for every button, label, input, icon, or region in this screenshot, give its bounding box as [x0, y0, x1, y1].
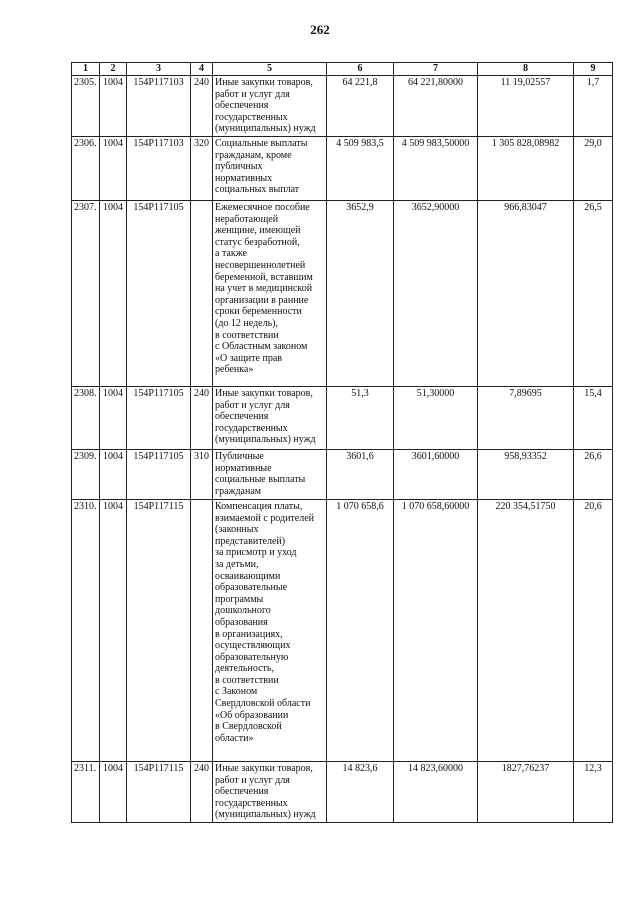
description-line: осуществляющих — [215, 640, 291, 652]
description-line: несовершеннолетней — [215, 259, 306, 271]
approved-amount: 51,3 — [327, 386, 394, 449]
execution-percent: 20,6 — [574, 499, 613, 761]
description-line: дошкольного — [215, 605, 271, 617]
description-line: (муниципальных) нужд — [215, 809, 316, 821]
description-line: обеспечения — [215, 786, 269, 798]
description — [213, 449, 327, 499]
description-line: «О защите прав — [215, 352, 282, 364]
description-line: неработающей — [215, 213, 279, 225]
page-number: 262 — [310, 22, 330, 37]
description-line: программы — [215, 593, 264, 605]
header-row — [72, 63, 613, 76]
execution-percent: 26,5 — [574, 200, 613, 386]
description-line: деятельность, — [215, 663, 274, 675]
planned-amount: 14 823,60000 — [394, 761, 478, 822]
column-header: 9 — [574, 63, 613, 76]
table-row — [72, 499, 613, 761]
description-line: нормативных — [215, 172, 273, 184]
description-line: осваивающими — [215, 570, 281, 582]
description-line: образовательные — [215, 582, 288, 594]
description-line: представителей) — [215, 535, 286, 547]
description-line: социальных выплат — [215, 184, 300, 196]
table-row — [72, 761, 613, 822]
table-row — [72, 200, 613, 386]
row-number: 2311. — [72, 761, 100, 822]
description — [213, 200, 327, 386]
description — [213, 761, 327, 822]
section-code: 1004 — [100, 386, 127, 449]
expense-type-code — [191, 200, 213, 386]
expense-type-code: 320 — [191, 136, 213, 200]
target-code: 154P117105 — [127, 200, 191, 386]
table-row — [72, 76, 613, 137]
description-line: беременной, вставшим — [215, 271, 313, 283]
table-body — [72, 76, 613, 823]
description-line: в соответствии — [215, 329, 279, 341]
description-line: в организациях, — [215, 628, 283, 640]
executed-amount: 1827,76237 — [478, 761, 574, 822]
description-line: в соответствии — [215, 674, 279, 686]
description-line: организации в ранние — [215, 294, 309, 306]
description-line: области» — [215, 732, 254, 744]
target-code: 154P117115 — [127, 761, 191, 822]
execution-percent: 12,3 — [574, 761, 613, 822]
description — [213, 499, 327, 761]
description-line: взимаемой с родителей — [215, 512, 315, 524]
section-code: 1004 — [100, 200, 127, 386]
section-code: 1004 — [100, 499, 127, 761]
expense-type-code: 240 — [191, 761, 213, 822]
executed-amount: 7,89695 — [478, 386, 574, 449]
planned-amount: 51,30000 — [394, 386, 478, 449]
row-number: 2307. — [72, 200, 100, 386]
target-code: 154P117105 — [127, 386, 191, 449]
description-line: с Законом — [215, 686, 258, 698]
description-line: за присмотр и уход — [215, 547, 297, 559]
description-line: Иные закупки товаров, — [215, 387, 313, 399]
description-line: нормативные — [215, 462, 272, 474]
row-number: 2310. — [72, 499, 100, 761]
description-line: Компенсация платы, — [215, 500, 303, 512]
description-line: государственных — [215, 422, 288, 434]
approved-amount: 3601,6 — [327, 449, 394, 499]
table-row — [72, 449, 613, 499]
description-line: за детьми, — [215, 558, 259, 570]
planned-amount: 4 509 983,50000 — [394, 136, 478, 200]
description-line: гражданам, кроме — [215, 149, 292, 161]
column-header: 6 — [327, 63, 394, 76]
description-line: работ и услуг для — [215, 774, 290, 786]
description-line: женщине, имеющей — [215, 225, 301, 237]
execution-percent: 15,4 — [574, 386, 613, 449]
section-code: 1004 — [100, 449, 127, 499]
target-code: 154P117105 — [127, 449, 191, 499]
description — [213, 136, 327, 200]
budget-table — [71, 62, 613, 823]
target-code: 154P117115 — [127, 499, 191, 761]
description — [213, 386, 327, 449]
column-header: 2 — [100, 63, 127, 76]
description-line: (муниципальных) нужд — [215, 123, 316, 135]
description-line: ребенка» — [215, 364, 254, 376]
executed-amount: 958,93352 — [478, 449, 574, 499]
description-line: Свердловской области — [215, 698, 311, 710]
description-line: (муниципальных) нужд — [215, 434, 316, 446]
executed-amount: 220 354,51750 — [478, 499, 574, 761]
executed-amount: 11 19,02557 — [478, 76, 574, 137]
description-line: (до 12 недель), — [215, 317, 278, 329]
execution-percent: 29,0 — [574, 136, 613, 200]
approved-amount: 3652,9 — [327, 200, 394, 386]
description-line: «Об образовании — [215, 709, 289, 721]
row-number: 2308. — [72, 386, 100, 449]
column-header: 4 — [191, 63, 213, 76]
description-line: статус безработной, — [215, 236, 300, 248]
description-line: обеспечения — [215, 411, 269, 423]
description-line: а также — [215, 248, 247, 260]
planned-amount: 1 070 658,60000 — [394, 499, 478, 761]
column-header: 3 — [127, 63, 191, 76]
column-header: 8 — [478, 63, 574, 76]
description — [213, 76, 327, 137]
row-number: 2309. — [72, 449, 100, 499]
approved-amount: 64 221,8 — [327, 76, 394, 137]
column-header: 1 — [72, 63, 100, 76]
description-line: социальные выплаты — [215, 474, 306, 486]
approved-amount: 4 509 983,5 — [327, 136, 394, 200]
description-line: гражданам — [215, 485, 262, 497]
section-code: 1004 — [100, 76, 127, 137]
description-line: Публичные — [215, 450, 264, 462]
description-line: образовательную — [215, 651, 289, 663]
expense-type-code — [191, 499, 213, 761]
section-code: 1004 — [100, 136, 127, 200]
description-line: на учет в медицинской — [215, 283, 313, 295]
description-line: Ежемесячное пособие — [215, 201, 310, 213]
planned-amount: 3601,60000 — [394, 449, 478, 499]
expense-type-code: 310 — [191, 449, 213, 499]
target-code: 154P117103 — [127, 136, 191, 200]
expense-type-code: 240 — [191, 386, 213, 449]
approved-amount: 1 070 658,6 — [327, 499, 394, 761]
description-line: сроки беременности — [215, 306, 302, 318]
description-line: образования — [215, 616, 268, 628]
row-number: 2306. — [72, 136, 100, 200]
description-line: Социальные выплаты — [215, 137, 308, 149]
execution-percent: 1,7 — [574, 76, 613, 137]
description-line: государственных — [215, 111, 288, 123]
column-header: 5 — [213, 63, 327, 76]
description-line: публичных — [215, 161, 263, 173]
table-row — [72, 136, 613, 200]
table-row — [72, 386, 613, 449]
planned-amount: 3652,90000 — [394, 200, 478, 386]
description-line: государственных — [215, 797, 288, 809]
description-line: работ и услуг для — [215, 88, 290, 100]
approved-amount: 14 823,6 — [327, 761, 394, 822]
executed-amount: 966,83047 — [478, 200, 574, 386]
description-line: Иные закупки товаров, — [215, 762, 313, 774]
description-line: в Свердловской — [215, 721, 282, 733]
row-number: 2305. — [72, 76, 100, 137]
target-code: 154P117103 — [127, 76, 191, 137]
description-line: с Областным законом — [215, 341, 308, 353]
description-line: работ и услуг для — [215, 399, 290, 411]
section-code: 1004 — [100, 761, 127, 822]
description-line: Иные закупки товаров, — [215, 77, 313, 88]
expense-type-code: 240 — [191, 76, 213, 137]
description-line: обеспечения — [215, 100, 269, 112]
column-header: 7 — [394, 63, 478, 76]
planned-amount: 64 221,80000 — [394, 76, 478, 137]
executed-amount: 1 305 828,08982 — [478, 136, 574, 200]
description-line: (законных — [215, 524, 259, 536]
execution-percent: 26,6 — [574, 449, 613, 499]
